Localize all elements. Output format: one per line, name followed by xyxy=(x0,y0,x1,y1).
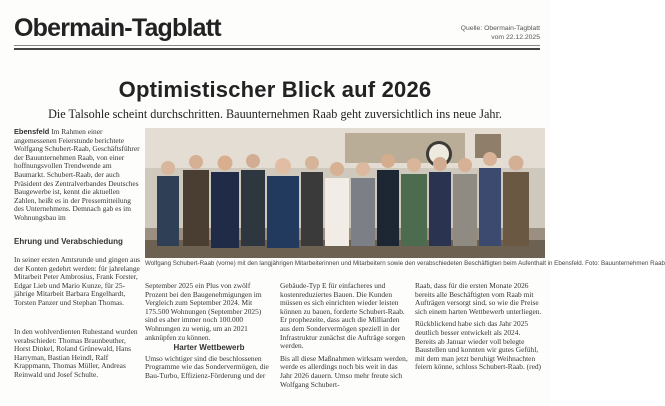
body-column-1 xyxy=(145,282,273,406)
retirement-paragraph: In den wohlverdienten Ruhestand wurden verabschiedet: Thomas Braunbeuther, Horst Dinkel, Roland Grünewald, Hans Harryman, Bastian Heindl, Ralf Krappmann, Thomas Müller, Andreas Reinwald und Josef Schulte. xyxy=(14,327,138,379)
group-photo-illustration xyxy=(145,128,545,258)
body-paragraph: Raab, dass für die ersten Monate 2026 bereits alle Beschäftigten vom Raab mit Aufträgen versorgt sind, so wie die Preise sich einem harten Wettbewerb unterliegen. xyxy=(415,281,542,316)
honors-paragraph: In seiner ersten Amtsrunde und gingen aus der Konten gedehrt werden: für jahrelange Mitarbeit Peter Ambrosius, Frank Forster, Edgar Lieb und Mario Kunze, für 25-jährige Mitarbeit Barbara Engelhardt, Torsten Panzer und Stephan Thomas. xyxy=(14,255,141,307)
section-heading: Ehrung und Verabschiedung xyxy=(14,237,123,246)
source-line: Quelle: Obermain-Tagblatt xyxy=(460,25,540,32)
body-column-2 xyxy=(280,282,408,406)
lead-place: Ebensfeld xyxy=(14,127,50,136)
intro-text: Im Rahmen einer angemessenen Feierstunde berichtete Wolfgang Schubert-Raab, Geschäftsführer der Bauunternehmen Raab, von einer hoffnungsvollen Trendwende am Baumarkt. Schubert-Raab, der auch Präsident des Zentralverbandes Deutsches Baugewerbe ist, kennt die aktuellen Zahlen, heißt es in der Pressemitteilung des Unternehmens. Demnach gab es im Wohnungsbau im xyxy=(14,127,140,222)
left-column xyxy=(14,127,142,379)
body-paragraph: Rückblickend habe sich das Jahr 2025 deutlich besser entwickelt als 2024. Bereits ab Januar wieder voll belegte Baustellen und konnten wir gutes Gefühl, mit dem man jetzt beruhigt Weihnachten feiern könne, schloss Schubert-Raab. (red) xyxy=(415,319,542,372)
body-paragraph: Gebäude-Typ E für einfacheres und kostenreduziertes Bauen. Die Kunden müssen es sich einrichten wieder leisten können zu bauen, forderte Schubert-Raab. Er prophezeite, dass auch die Milliarden aus dem Sondervermögen speziell in der Infrastruktur zunächst die Aufträge sorgen werden. xyxy=(280,281,406,351)
photo-caption: Wolfgang Schubert-Raab (vorne) mit den langjährigen Mitarbeiterinnen und Mitarbeitern sowie den verabschiedeten Beschäftigten beim Aufenthalt in Ebensfeld. Foto: Bauunternehmen Raab xyxy=(145,260,665,267)
body-paragraph: Bis all diese Maßnahmen wirksam werden, werde es allerdings noch bis weit in das Jahr 2026 dauern. Umso mehr freute sich Wolfgang Schubert- xyxy=(280,353,408,389)
source-date: vom 22.12.2025 xyxy=(491,34,540,41)
body-column-3 xyxy=(415,282,543,406)
article-subhead: Die Talsohle scheint durchschritten. Bauunternehmen Raab geht zuversichtlich ins neue Jahr. xyxy=(48,107,502,121)
top-rule xyxy=(14,45,540,46)
body-paragraph: September 2025 ein Plus von zwölf Prozent bei den Baugenehmigungen im Vergleich zum September 2024. Mit 175.500 Wohnungen (September 2025) sind es aber immer noch 100.000 Wohnungen zu wenig, um an 2021 anknüpfen zu können. xyxy=(145,281,262,342)
group-photo xyxy=(145,128,545,258)
top-rule-thick xyxy=(14,48,540,50)
subheading-competition: Harter Wettbewerb xyxy=(173,343,245,353)
article-headline: Optimistischer Blick auf 2026 xyxy=(118,77,432,102)
source-note xyxy=(420,24,540,42)
newspaper-masthead: Obermain-Tagblatt xyxy=(14,14,221,42)
intro-paragraph xyxy=(14,128,142,228)
body-paragraph: Umso wichtiger sind die beschlossenen Programme wie das Sondervermögen, die Bau-Turbo, Effizienz-Förderung und der xyxy=(145,353,269,380)
